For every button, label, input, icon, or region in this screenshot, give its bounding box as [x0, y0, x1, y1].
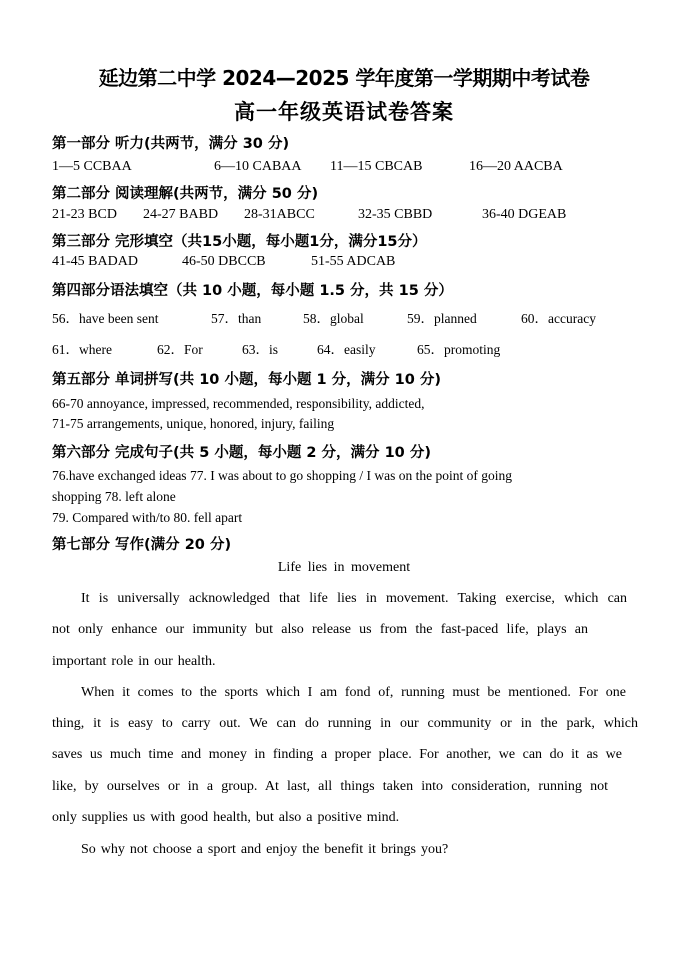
part4-answer: 63．is	[242, 342, 279, 357]
essay-line: like, by ourselves or in a group. At last, all things taken into consideration, running not	[52, 779, 608, 794]
essay-line: It is universally acknowledged that life lies in movement. Taking exercise, which can	[81, 591, 627, 606]
essay-line: So why not choose a sport and enjoy the benefit it brings you?	[81, 842, 449, 857]
essay-line: thing, it is easy to carry out. We can do running in our community or in the park, which	[52, 716, 638, 731]
essay-line: saves us much time and money in finding a proper place. For another, we can do it as we	[52, 747, 622, 762]
part4-answer: 61．where	[52, 342, 112, 357]
part4-answer: 56．have been sent	[52, 311, 159, 326]
part2-answer: 28-31ABCC	[244, 207, 315, 222]
part4-answer: 59．planned	[407, 311, 477, 326]
part1-answer: 11—15 CBCAB	[330, 159, 423, 174]
exam-title: 延边第二中学 2024—2025 学年度第一学期期中考试卷	[98, 66, 590, 90]
part4-answer: 58．global	[303, 311, 364, 326]
part2-answer: 36-40 DGEAB	[482, 207, 567, 222]
part6-line: 79. Compared with/to 80. fell apart	[52, 510, 243, 525]
part3-answer: 51-55 ADCAB	[311, 254, 396, 269]
part4-answer: 65．promoting	[417, 342, 501, 357]
part2-answer: 32-35 CBBD	[358, 207, 433, 222]
part6-line: shopping 78. left alone	[52, 489, 176, 504]
part5-line: 66-70 annoyance, impressed, recommended, responsibility, addicted,	[52, 396, 425, 411]
essay-line: When it comes to the sports which I am fond of, running must be mentioned. For one	[81, 685, 626, 700]
part1-answer: 1—5 CCBAA	[52, 159, 132, 174]
part3-heading: 第三部分 完形填空（共15小题，每小题1分，满分15分）	[52, 234, 427, 250]
essay-line: not only enhance our immunity but also release us from the fast-paced life, plays an	[52, 622, 588, 637]
part1-answer: 16—20 AACBA	[469, 159, 563, 174]
part7-heading: 第七部分 写作(满分 20 分)	[52, 537, 232, 553]
part2-answer: 24-27 BABD	[143, 207, 219, 222]
part4-answer: 62．For	[157, 342, 203, 357]
exam-subtitle: 高一年级英语试卷答案	[234, 100, 454, 124]
part1-answer: 6—10 CABAA	[214, 159, 302, 174]
essay-line: important role in our health.	[52, 654, 216, 669]
part3-answer: 41-45 BADAD	[52, 254, 138, 269]
part5-line: 71-75 arrangements, unique, honored, injury, failing	[52, 416, 335, 431]
part2-heading: 第二部分 阅读理解(共两节，满分 50 分)	[52, 186, 319, 202]
part4-heading: 第四部分语法填空（共 10 小题，每小题 1.5 分，共 15 分）	[52, 283, 453, 299]
part4-answer: 57．than	[211, 311, 262, 326]
essay-line: only supplies us with good health, but also a positive mind.	[52, 810, 400, 825]
part4-answer: 60．accuracy	[521, 311, 596, 326]
part4-answer: 64．easily	[317, 342, 376, 357]
part3-answer: 46-50 DBCCB	[182, 254, 266, 269]
part5-heading: 第五部分 单词拼写(共 10 小题，每小题 1 分，满分 10 分)	[52, 372, 442, 388]
part6-heading: 第六部分 完成句子(共 5 小题，每小题 2 分，满分 10 分)	[52, 445, 431, 461]
part2-answer: 21-23 BCD	[52, 207, 117, 222]
essay-title: Life lies in movement	[277, 560, 411, 575]
part1-heading: 第一部分 听力(共两节，满分 30 分)	[52, 136, 290, 152]
part6-line: 76.have exchanged ideas 77. I was about to go shopping / I was on the point of going	[52, 468, 513, 483]
